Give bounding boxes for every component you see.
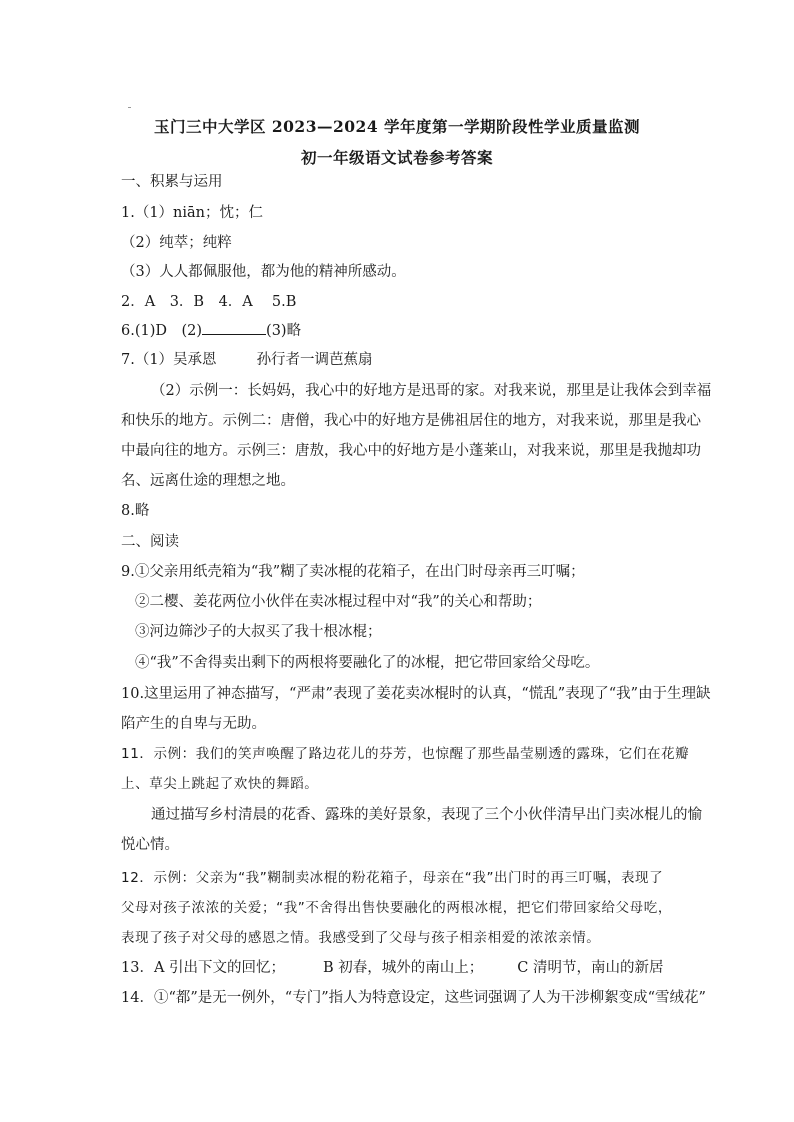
answer-q8: 8.略 — [121, 503, 150, 519]
answer-q6-part3: (3)略 — [266, 323, 302, 339]
answer-q2-5: 2．A 3．B 4．A 5.B — [121, 294, 297, 310]
answer-q13-c: C 清明节，南山的新居 — [517, 960, 664, 976]
answer-blank — [202, 320, 266, 335]
answer-q9-2: ②二樱、姜花两位小伙伴在卖冰棍过程中对“我”的关心和帮助； — [135, 594, 542, 610]
section-heading-1: 一、积累与运用 — [121, 174, 223, 190]
page-title: 玉门三中大学区 2023—2024 学年度第一学期阶段性学业质量监测 — [153, 117, 641, 136]
answer-q9-1: 9.①父亲用纸壳箱为“我”糊了卖冰棍的花箱子，在出门时母亲再三叮嘱； — [121, 564, 585, 580]
answer-q7-chapter: 孙行者一调芭蕉扇 — [256, 352, 373, 368]
answer-q7-2-line1: （2）示例一：长妈妈，我心中的好地方是迅哥的家。对我来说，那里是让我体会到幸福 — [151, 383, 712, 399]
answer-q7-author: 7.（1）吴承恩 — [121, 352, 217, 368]
answer-q11-line4: 悦心情。 — [121, 837, 179, 853]
answer-q13 — [121, 958, 664, 978]
answer-q1-2: （2）纯萃；纯粹 — [121, 235, 232, 251]
section-heading-2: 二、阅读 — [121, 534, 179, 550]
answer-q10-line2: 陷产生的自卑与无助。 — [121, 716, 266, 732]
answer-q1-1: 1.（1）niān；忱；仁 — [121, 205, 264, 221]
answer-q7-2-line4: 名、远离仕途的理想之地。 — [121, 473, 295, 489]
answer-q6 — [121, 320, 301, 341]
answer-q7-2-line3: 中最向往的地方。示例三：唐敖，我心中的好地方是小蓬莱山，对我来说，那里是我抛却功 — [121, 443, 701, 459]
answer-q12-line3: 表现了孩子对父母的感恩之情。我感受到了父母与孩子相亲相爱的浓浓亲情。 — [121, 930, 601, 946]
answer-q14-line1: 14．①“都”是无一例外，“专门”指人为特意设定，这些词强调了人为干涉柳絮变成“雪绒花” — [121, 990, 706, 1006]
answer-q13-a: 13．A 引出下文的回忆； — [121, 960, 286, 976]
answer-q11-line3: 通过描写乡村清晨的花香、露珠的美好景象，表现了三个小伙伴清早出门卖冰棍儿的愉 — [151, 807, 702, 823]
answer-q6-part1: 6.(1)D (2) — [121, 323, 203, 339]
answer-q11-line1: 11．示例：我们的笑声唤醒了路边花儿的芬芳，也惊醒了那些晶莹剔透的露珠，它们在花瓣 — [121, 746, 690, 762]
answer-q7-2-line2: 和快乐的地方。示例二：唐僧，我心中的好地方是佛祖居住的地方，对我来说，那里是我心 — [121, 413, 701, 429]
answer-q11-line2: 上、草尖上跳起了欢快的舞蹈。 — [121, 776, 319, 792]
answer-q9-4: ④“我”不舍得卖出剩下的两根将要融化了的冰棍，把它带回家给父母吃。 — [135, 655, 600, 671]
answer-q10-line1: 10.这里运用了神态描写，“严肃”表现了姜花卖冰棍时的认真，“慌乱”表现了“我”由于生理缺 — [121, 686, 711, 702]
page-subtitle: 初一年级语文试卷参考答案 — [300, 148, 493, 167]
answer-q7-1 — [121, 350, 373, 370]
scan-speck — [128, 107, 131, 108]
answer-q9-3: ③河边筛沙子的大叔买了我十根冰棍； — [135, 624, 382, 640]
answer-q12-line2: 父母对孩子浓浓的关爱；“我”不舍得出售快要融化的两根冰棍，把它们带回家给父母吃， — [121, 900, 672, 916]
answer-q1-3: （3）人人都佩服他，都为他的精神所感动。 — [121, 264, 406, 280]
answer-q12-line1: 12．示例：父亲为“我”糊制卖冰棍的粉花箱子，母亲在“我”出门时的再三叮嘱，表现了 — [121, 870, 664, 886]
answer-q13-b: B 初春，城外的南山上； — [323, 960, 484, 976]
